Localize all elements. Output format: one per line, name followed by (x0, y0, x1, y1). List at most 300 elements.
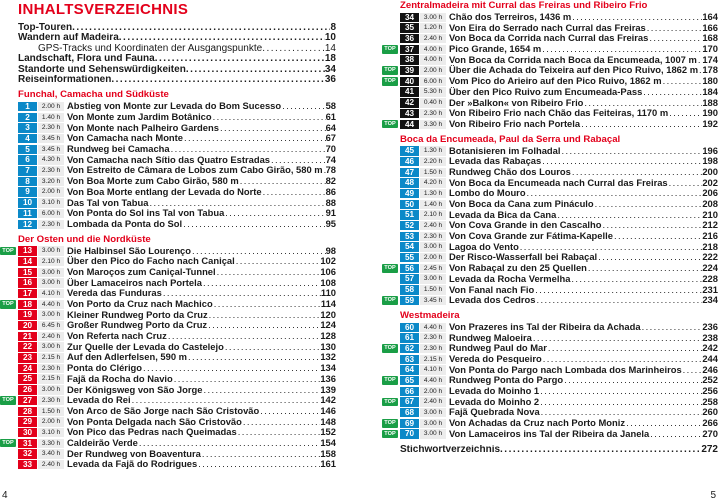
route-number: 68 (400, 408, 419, 417)
route-page: 242 (702, 342, 718, 354)
route-time: 1.30 h (420, 146, 446, 155)
leader-dots (262, 44, 325, 54)
left-column (2, 0, 336, 470)
route-page: 170 (702, 43, 718, 55)
route-row[interactable] (18, 363, 336, 374)
route-name: Rundweg Ponta do Pargo (449, 374, 564, 386)
route-row[interactable] (400, 386, 718, 397)
route-number: 38 (400, 55, 419, 64)
route-time: 3.00 h (420, 408, 446, 417)
top-badge: TOP (382, 66, 398, 75)
route-name: Zur Quelle der Levada do Castelejo (67, 340, 224, 352)
route-page: 134 (320, 362, 336, 374)
route-row[interactable] (400, 146, 718, 157)
route-time: 3.45 h (420, 296, 446, 305)
route-row[interactable] (400, 178, 718, 189)
route-time: 2.00 h (38, 102, 64, 111)
route-time: 6.00 h (420, 77, 446, 86)
route-number: 29 (18, 417, 37, 426)
route-row[interactable] (384, 427, 718, 440)
route-number: 1 (18, 102, 37, 111)
route-row[interactable] (18, 320, 336, 331)
route-time: 2.30 h (420, 344, 446, 353)
route-name: Fajã da Rocha do Navio (67, 372, 173, 384)
leader-dots (282, 101, 325, 112)
route-number: 63 (400, 355, 419, 364)
route-time: 3.00 h (420, 274, 446, 283)
route-page: 200 (702, 165, 718, 177)
route-name: Von Camacha nach Monte (67, 132, 183, 144)
leader-dots (119, 33, 325, 43)
toc-list (18, 23, 336, 85)
route-name: Von Ribeiro Frio nach Portela (449, 117, 581, 129)
route-time: 4.40 h (38, 300, 64, 309)
route-page: 246 (702, 363, 718, 375)
route-number: 12 (18, 220, 37, 229)
top-badge: TOP (382, 376, 398, 385)
route-name: Levada dos Cedros (449, 294, 536, 306)
leader-dots (217, 267, 321, 278)
route-page: 236 (702, 320, 718, 332)
toc-line[interactable] (18, 54, 336, 64)
route-row[interactable] (18, 278, 336, 289)
index-line[interactable] (400, 445, 718, 455)
route-time: 3.00 h (38, 310, 64, 319)
route-page: 270 (702, 427, 718, 439)
route-page: 128 (320, 330, 336, 342)
route-number: 7 (18, 166, 37, 175)
leader-dots (236, 256, 321, 267)
route-number: 2 (18, 113, 37, 122)
route-name: Über den Pico do Facho nach Caniçal (67, 255, 235, 267)
route-number: 70 (400, 429, 419, 438)
folio-left: 4 (2, 490, 8, 501)
route-name: Abstieg von Monte zur Levada do Bom Sucesso (67, 100, 282, 112)
leader-dots (203, 278, 320, 289)
route-time: 2.15 h (38, 374, 64, 383)
route-name: Von Boca da Encumeada nach Curral das Freiras (449, 176, 668, 188)
route-time: 3.30 h (38, 439, 64, 448)
route-name: Rundweg Paul do Mar (449, 342, 547, 354)
route-name: Ponta do Clérigo (67, 362, 142, 374)
route-number: 67 (400, 397, 419, 406)
route-time: 3.10 h (38, 198, 64, 207)
leader-dots (595, 199, 703, 210)
leader-dots (535, 285, 702, 296)
route-number: 48 (400, 178, 419, 187)
route-name: Der Königsweg von São Jorge (67, 383, 203, 395)
route-time: 2.15 h (420, 355, 446, 364)
route-number: 13 (18, 246, 37, 255)
route-name: Levada da Bica da Cana (449, 208, 557, 220)
route-name: Von Ponta do Pargo nach Lombada dos Marinheiros (449, 363, 682, 375)
route-page: 216 (702, 230, 718, 242)
route-name: Über die Achada do Teixeira auf den Pico Ruivo, 1862 m (449, 64, 699, 76)
route-number: 58 (400, 285, 419, 294)
route-row[interactable] (18, 427, 336, 438)
route-page: 64 (325, 121, 336, 133)
route-name: Levada das Rabaças (449, 155, 542, 167)
route-page: 142 (320, 394, 336, 406)
route-time: 3.00 h (420, 419, 446, 428)
route-time: 2.00 h (420, 387, 446, 396)
route-number: 4 (18, 134, 37, 143)
route-page: 196 (702, 144, 718, 156)
route-time: 2.40 h (420, 34, 446, 43)
leader-dots (186, 65, 325, 75)
route-name: Von Cova Grande zur Fátima-Kapelle (449, 230, 613, 242)
route-page: 82 (325, 175, 336, 187)
route-page: 78 (325, 164, 336, 176)
route-page: 190 (702, 107, 718, 119)
route-name: Von Fanal nach Fio (449, 283, 535, 295)
route-number: 51 (400, 210, 419, 219)
route-number: 11 (18, 209, 37, 218)
route-time: 2.00 h (38, 187, 64, 196)
route-name: Über Lamaceiros nach Portela (67, 276, 202, 288)
route-page: 67 (325, 132, 336, 144)
section-heading: Funchal, Camacha und Südküste (18, 89, 169, 101)
folio-right: 5 (710, 490, 716, 501)
route-name: Botanisieren im Folhadal (449, 144, 561, 156)
route-time: 2.10 h (420, 210, 446, 219)
route-page: 136 (320, 372, 336, 384)
route-number: 41 (400, 87, 419, 96)
route-page: 98 (325, 244, 336, 256)
route-number: 37 (400, 45, 419, 54)
route-name: Von Ponta do Sol ins Tal von Tabua (67, 207, 225, 219)
route-name: Der »Balkon« von Ribeiro Frio (449, 96, 584, 108)
route-row[interactable] (18, 385, 336, 396)
route-time: 1.50 h (38, 407, 64, 416)
leader-dots (669, 178, 703, 189)
route-page: 88 (325, 196, 336, 208)
route-name: Levada do Rei (67, 394, 131, 406)
route-number: 36 (400, 34, 419, 43)
route-number: 65 (400, 376, 419, 385)
route-name: Das Tal von Tabua (67, 196, 149, 208)
route-name: Der Rundweg von Boaventura (67, 447, 201, 459)
route-row[interactable] (400, 33, 718, 44)
route-row[interactable] (384, 294, 718, 306)
toc-label: Reiseinformationen (18, 74, 112, 85)
route-time: 3.00 h (38, 342, 64, 351)
route-row[interactable] (384, 117, 718, 130)
section-heading: Westmadeira (400, 309, 460, 321)
route-number: 60 (400, 323, 419, 332)
route-time: 2.30 h (420, 232, 446, 241)
route-row[interactable] (18, 459, 336, 470)
route-page: 231 (702, 283, 718, 295)
toc-line[interactable] (18, 33, 336, 43)
route-row[interactable] (400, 231, 718, 242)
route-page: 70 (325, 143, 336, 155)
leader-dots (602, 220, 702, 231)
route-name: Levada do Moinho 1 (449, 385, 540, 396)
route-time: 1.20 h (420, 23, 446, 32)
route-time: 3.00 h (420, 429, 446, 438)
route-time: 4.20 h (420, 178, 446, 187)
route-page: 218 (702, 240, 718, 252)
route-time: 2.40 h (38, 332, 64, 341)
toc-page: 14 (324, 43, 336, 54)
route-number: 9 (18, 187, 37, 196)
section-heading: Boca da Encumeada, Paul da Serra und Rabaçal (400, 133, 621, 145)
route-row[interactable] (18, 219, 336, 230)
route-row[interactable] (384, 395, 718, 408)
route-row[interactable] (400, 199, 718, 210)
leader-dots (614, 231, 702, 242)
route-name: Levada da Rocha Vermelha (449, 272, 571, 284)
route-page: 244 (702, 352, 718, 364)
toc-line[interactable] (18, 75, 336, 85)
route-number: 64 (400, 365, 419, 374)
toc-line[interactable] (18, 23, 336, 33)
toc-label: Wandern auf Madeira (18, 33, 119, 44)
route-number: 27 (18, 396, 37, 405)
leader-dots (643, 87, 702, 98)
leader-dots (683, 365, 703, 376)
route-name: Rundweg bei Camacha (67, 143, 170, 155)
leader-dots (203, 385, 320, 396)
toc-page: 34 (324, 64, 336, 75)
route-page: 222 (702, 251, 718, 263)
route-page: 164 (702, 11, 718, 22)
leader-dots (537, 295, 703, 306)
route-time: 1.50 h (420, 168, 446, 177)
leader-dots (650, 429, 702, 440)
leader-dots (540, 397, 702, 408)
route-number: 10 (18, 198, 37, 207)
leader-dots (214, 299, 321, 310)
route-number: 56 (400, 264, 419, 273)
route-time: 0.40 h (420, 98, 446, 107)
route-name: Von Camacha nach Sítio das Quatro Estradas (67, 153, 271, 165)
toc-line[interactable] (18, 44, 336, 54)
route-time: 2.40 h (420, 397, 446, 406)
route-time: 4.40 h (420, 323, 446, 332)
route-row[interactable] (18, 352, 336, 363)
route-time: 2.30 h (38, 220, 64, 229)
route-number: 32 (18, 449, 37, 458)
route-number: 14 (18, 257, 37, 266)
route-name: Lagoa do Vento (449, 240, 519, 252)
route-number: 15 (18, 268, 37, 277)
route-time: 1.40 h (420, 200, 446, 209)
route-time: 3.40 h (38, 449, 64, 458)
top-badge: TOP (382, 296, 398, 305)
route-page: 106 (320, 265, 336, 277)
route-time: 2.30 h (38, 396, 64, 405)
route-time: 5.30 h (420, 87, 446, 96)
route-page: 228 (702, 272, 718, 284)
route-name: Pico Grande, 1654 m (449, 43, 542, 55)
leader-dots (174, 374, 321, 385)
leader-dots (598, 252, 702, 263)
route-page: 148 (320, 415, 336, 427)
route-name: Von Rabaçal zu den 25 Quellen (449, 262, 587, 274)
route-time: 2.30 h (38, 123, 64, 132)
route-name: Chão dos Terreiros, 1436 m (449, 11, 572, 22)
route-row[interactable] (400, 274, 718, 285)
route-time: 1.40 h (38, 113, 64, 122)
route-page: 252 (702, 374, 718, 386)
route-name: Der Risco-Wasserfall bei Rabaçal (449, 251, 598, 263)
route-number: 21 (18, 332, 37, 341)
route-time: 3.00 h (38, 246, 64, 255)
route-time: 2.00 h (420, 253, 446, 262)
route-name: Die Halbinsel São Lourenço (67, 244, 191, 256)
route-page: 192 (702, 117, 718, 129)
route-number: 19 (18, 310, 37, 319)
route-name: Vom Pico do Arieiro auf den Pico Ruivo, 1862 m (449, 75, 662, 87)
route-page: 224 (702, 262, 718, 274)
toc-line[interactable] (18, 65, 336, 75)
route-time: 3.10 h (38, 428, 64, 437)
route-page: 58 (325, 100, 336, 112)
route-page: 61 (325, 111, 336, 123)
route-name: Auf den Adlerfelsen, 590 m (67, 351, 187, 363)
route-page: 110 (320, 287, 336, 299)
route-page: 188 (702, 96, 718, 108)
route-name: Großer Rundweg Porto da Cruz (67, 319, 208, 331)
route-row[interactable] (18, 374, 336, 385)
route-time: 6.45 h (38, 321, 64, 330)
route-page: 168 (702, 32, 718, 44)
leader-dots (540, 386, 702, 397)
leader-dots (642, 322, 703, 333)
route-page: 174 (702, 53, 718, 65)
route-page: 74 (325, 153, 336, 165)
route-number: 46 (400, 157, 419, 166)
leader-dots (663, 76, 703, 87)
route-time: 2.40 h (38, 460, 64, 469)
route-name: Von Prazeres ins Tal der Ribeira da Achada (449, 320, 641, 332)
route-page: 184 (702, 85, 718, 97)
route-time: 2.45 h (420, 264, 446, 273)
route-page: 139 (320, 383, 336, 395)
leader-dots (260, 406, 320, 417)
route-time: 4.00 h (420, 45, 446, 54)
route-time: 3.45 h (38, 134, 64, 143)
route-name: Von Referta nach Cruz (67, 330, 167, 342)
top-badge: TOP (382, 398, 398, 407)
route-time: 4.10 h (420, 365, 446, 374)
route-time: 4.30 h (38, 155, 64, 164)
route-page: 95 (325, 217, 336, 229)
leader-dots (184, 133, 326, 144)
route-number: 35 (400, 23, 419, 32)
leader-dots (647, 23, 703, 34)
route-name: Von Ribeiro Frio nach Chão das Feiteiras, 1170 m (449, 107, 669, 119)
leader-dots (548, 343, 702, 354)
right-route-sections (384, 0, 718, 439)
route-number: 61 (400, 333, 419, 342)
leader-dots (225, 208, 325, 219)
route-name: Von Boca da Corrida nach Boca da Encumeada, 1007 m (449, 53, 697, 65)
route-row[interactable] (18, 133, 336, 144)
route-page: 86 (325, 185, 336, 197)
route-number: 44 (400, 120, 419, 129)
index-label: Stichwortverzeichnis (400, 445, 501, 456)
route-name: Über den Pico Ruivo zum Encumeada-Pass (449, 85, 643, 97)
route-row[interactable] (400, 322, 718, 333)
route-name: Caldeirão Verde (67, 436, 138, 448)
route-number: 57 (400, 274, 419, 283)
route-row[interactable] (400, 333, 718, 344)
route-row[interactable] (384, 342, 718, 354)
leader-dots (225, 342, 321, 353)
top-badge: TOP (0, 247, 16, 256)
route-name: Von Pico das Pedras nach Queimadas (67, 426, 237, 438)
route-page: 180 (702, 75, 718, 87)
leader-dots (581, 119, 702, 130)
route-number: 55 (400, 253, 419, 262)
top-badge: TOP (382, 430, 398, 439)
toc-label: Landschaft, Flora und Fauna (18, 54, 155, 65)
leader-dots (588, 263, 702, 274)
route-number: 52 (400, 221, 419, 230)
route-name: Vereda do Pesqueiro (449, 352, 542, 364)
route-time: 2.30 h (420, 109, 446, 118)
route-name: Levada da Fajã do Rodrigues (67, 458, 198, 470)
top-badge: TOP (0, 439, 16, 448)
route-name: Von Boa Morte zum Cabo Girão, 580 m (67, 175, 239, 187)
route-page: 202 (702, 176, 718, 188)
route-time: 2.15 h (38, 353, 64, 362)
route-number: 8 (18, 177, 37, 186)
route-name: Von Boa Morte entlang der Levada do Norte (67, 185, 262, 197)
route-row[interactable] (18, 187, 336, 198)
route-row[interactable] (18, 406, 336, 417)
route-number: 54 (400, 242, 419, 251)
route-page: 124 (320, 319, 336, 331)
route-page: 154 (320, 436, 336, 448)
leader-dots (649, 33, 702, 44)
route-page: 114 (320, 298, 336, 310)
top-badge: TOP (382, 419, 398, 428)
route-page: 166 (702, 21, 718, 33)
toc-page: 8 (330, 23, 336, 33)
leader-dots (208, 320, 320, 331)
route-number: 28 (18, 407, 37, 416)
route-row[interactable] (400, 285, 718, 296)
route-time: 3.45 h (38, 145, 64, 154)
section-heading: Zentralmadeira mit Curral das Freiras und Ribeiro Frio (400, 0, 648, 11)
top-badge: TOP (0, 396, 16, 405)
toc-page: 10 (324, 33, 336, 44)
route-number: 42 (400, 98, 419, 107)
route-name: Von Boca da Corrida nach Curral das Freiras (449, 32, 649, 44)
route-name: Von Arco de São Jorge nach São Cristovão (67, 404, 260, 416)
route-name: Von Estreito de Câmara de Lobos zum Cabo Girão, 580 m (67, 164, 323, 176)
route-row[interactable] (384, 374, 718, 386)
route-time: 3.00 h (420, 242, 446, 251)
route-page: 178 (702, 64, 718, 76)
route-row[interactable] (400, 87, 718, 98)
leader-dots (111, 75, 325, 85)
route-page: 146 (320, 404, 336, 416)
route-page: 208 (702, 198, 718, 209)
route-time: 4.00 h (420, 55, 446, 64)
route-page: 260 (702, 406, 718, 418)
route-time: 6.00 h (38, 209, 64, 218)
route-page: 238 (702, 331, 718, 343)
route-name: Von Porto da Cruz nach Machico (67, 298, 213, 310)
route-name: Vereda das Funduras (67, 287, 162, 299)
route-name: Von Cova Grande in den Cascalho (449, 219, 602, 231)
route-time: 2.00 h (38, 417, 64, 426)
